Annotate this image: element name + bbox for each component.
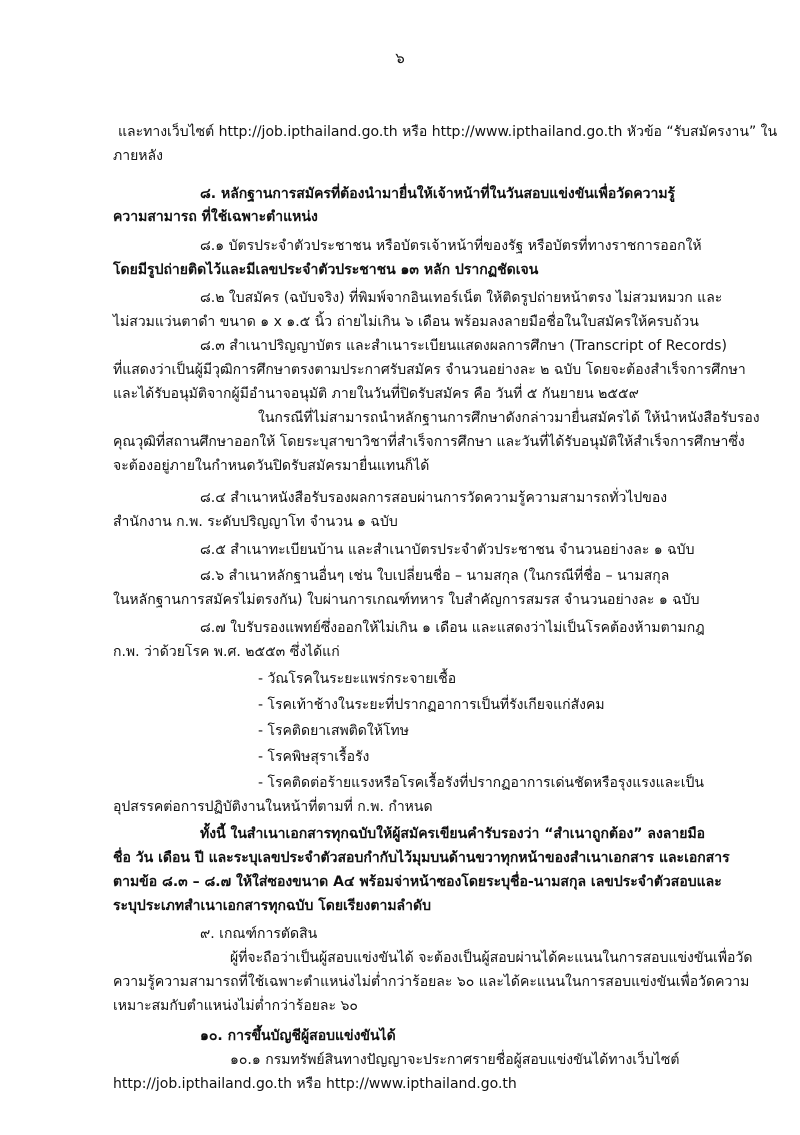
note-paragraph-cont: ระบุประเภทสำเนาเอกสารทุกฉบับ โดยเรียงตามลำดับ: [113, 898, 431, 914]
disease-list-item: - โรคเท้าช้างในระยะที่ปรากฏอาการเป็นที่รังเกียจแก่สังคม: [258, 697, 605, 713]
note-paragraph-cont: ชื่อ วัน เดือน ปี และระบุเลขประจำตัวสอบกำกับไว้มุมบนด้านขวาทุกหน้าของสำเนาเอกสาร และเอกสาร: [113, 850, 730, 866]
criteria-paragraph: ผู้ที่จะถือว่าเป็นผู้สอบแข่งขันได้ จะต้องเป็นผู้สอบผ่านได้คะแนนในการสอบแข่งขันเพื่อวัด: [230, 950, 753, 966]
text-line: ภายหลัง: [113, 148, 163, 164]
item-8-2-cont: ไม่สวมแว่นตาดำ ขนาด ๑ x ๑.๕ นิ้ว ถ่ายไม่เกิน ๖ เดือน พร้อมลงลายมือชื่อในใบสมัครให้ครบถ้วน: [113, 314, 699, 330]
item-8-3-note-cont: จะต้องอยู่ภายในกำหนดวันปิดรับสมัครมายื่นแทนก็ได้: [113, 458, 430, 474]
item-10-1: ๑๐.๑ กรมทรัพย์สินทางปัญญาจะประกาศรายชื่อผู้สอบแข่งขันได้ทางเว็บไซต์: [230, 1052, 680, 1068]
section-heading-10: ๑๐. การขึ้นบัญชีผู้สอบแข่งขันได้: [200, 1028, 396, 1044]
item-8-6-cont: ในหลักฐานการสมัครไม่ตรงกัน) ใบผ่านการเกณฑ์ทหาร ใบสำคัญการสมรส จำนวนอย่างละ ๑ ฉบับ: [113, 592, 700, 608]
item-8-2: ๘.๒ ใบสมัคร (ฉบับจริง) ที่พิมพ์จากอินเทอร์เน็ต ให้ติดรูปถ่ายหน้าตรง ไม่สวมหมวก และ: [200, 290, 723, 306]
item-8-3-cont: ที่แสดงว่าเป็นผู้มีวุฒิการศึกษาตรงตามประกาศรับสมัคร จำนวนอย่างละ ๒ ฉบับ โดยจะต้องสำเร็จการศึกษา: [113, 362, 746, 378]
disease-list-item: - โรคติดต่อร้ายแรงหรือโรคเรื้อรังที่ปรากฏอาการเด่นชัดหรือรุงแรงและเป็น: [258, 775, 704, 791]
note-paragraph: ทั้งนี้ ในสำเนาเอกสารทุกฉบับให้ผู้สมัครเขียนคำรับรองว่า “สำเนาถูกต้อง” ลงลายมือ: [200, 826, 706, 842]
item-8-1-cont: โดยมีรูปถ่ายติดไว้และมีเลขประจำตัวประชาชน ๑๓ หลัก ปรากฏชัดเจน: [113, 262, 539, 278]
item-8-3-note: ในกรณีที่ไม่สามารถนำหลักฐานการศึกษาดังกล่าวมายื่นสมัครได้ ให้นำหนังสือรับรอง: [258, 410, 760, 426]
item-8-3-cont: และได้รับอนุมัติจากผู้มีอำนาจอนุมัติ ภายในวันที่ปิดรับสมัคร คือ วันที่ ๕ กันยายน ๒๕๕๙: [113, 386, 639, 402]
criteria-paragraph-cont: เหมาะสมกับตำแหน่งไม่ต่ำกว่าร้อยละ ๖๐: [113, 998, 358, 1014]
item-8-4: ๘.๔ สำเนาหนังสือรับรองผลการสอบผ่านการวัดความรู้ความสามารถทั่วไปของ: [200, 490, 668, 506]
item-8-4-cont: สำนักงาน ก.พ. ระดับปริญญาโท จำนวน ๑ ฉบับ: [113, 514, 398, 530]
item-8-3-note-cont: คุณวุฒิที่สถานศึกษาออกให้ โดยระบุสาขาวิชาที่สำเร็จการศึกษา และวันที่ได้รับอนุมัติให้สำเร็จการศึกษาซึ่ง: [113, 434, 745, 450]
item-8-3: ๘.๓ สำเนาปริญญาบัตร และสำเนาระเบียนแสดงผลการศึกษา (Transcript of Records): [200, 338, 727, 354]
text-line: และทางเว็บไซต์ http://job.ipthailand.go.th หรือ http://www.ipthailand.go.th หัวข้อ “รับสมัครงาน” ใน: [118, 124, 778, 140]
section-heading-9: ๙. เกณฑ์การตัดสิน: [200, 926, 318, 942]
disease-list-item: - โรคพิษสุราเรื้อรัง: [258, 749, 370, 765]
section-heading-8: ๘. หลักฐานการสมัครที่ต้องนำมายื่นให้เจ้าหน้าที่ในวันสอบแข่งขันเพื่อวัดความรู้: [200, 186, 676, 202]
item-8-7: ๘.๗ ใบรับรองแพทย์ซึ่งออกให้ไม่เกิน ๑ เดือน และแสดงว่าไม่เป็นโรคต้องห้ามตามกฎ: [200, 620, 705, 636]
note-paragraph-cont: ตามข้อ ๘.๓ – ๘.๗ ให้ใส่ซองขนาด A๔ พร้อมจ่าหน้าซองโดยระบุชื่อ-นามสกุล เลขประจำตัวสอบและ: [113, 874, 722, 890]
criteria-paragraph-cont: ความรู้ความสามารถที่ใช้เฉพาะตำแหน่งไม่ต่ำกว่าร้อยละ ๖๐ และได้คะแนนในการสอบแข่งขันเพื่อวัดความ: [113, 974, 750, 990]
item-8-5: ๘.๕ สำเนาทะเบียนบ้าน และสำเนาบัตรประจำตัวประชาชน จำนวนอย่างละ ๑ ฉบับ: [200, 542, 695, 558]
item-8-6: ๘.๖ สำเนาหลักฐานอื่นๆ เช่น ใบเปลี่ยนชื่อ – นามสกุล (ในกรณีที่ชื่อ – นามสกุล: [200, 568, 670, 584]
item-8-1: ๘.๑ บัตรประจำตัวประชาชน หรือบัตรเจ้าหน้าที่ของรัฐ หรือบัตรที่ทางราชการออกให้: [200, 238, 702, 254]
section-heading-8-cont: ความสามารถ ที่ใช้เฉพาะตำแหน่ง: [113, 209, 318, 225]
item-10-1-cont: http://job.ipthailand.go.th หรือ http://www.ipthailand.go.th: [113, 1076, 517, 1092]
page-number: ๖: [395, 49, 405, 67]
item-8-7-cont: ก.พ. ว่าด้วยโรค พ.ศ. ๒๕๕๓ ซึ่งได้แก่: [113, 644, 340, 660]
disease-list-item-cont: อุปสรรคต่อการปฏิบัติงานในหน้าที่ตามที่ ก.พ. กำหนด: [113, 799, 433, 815]
disease-list-item: - วัณโรคในระยะแพร่กระจายเชื้อ: [258, 671, 457, 687]
disease-list-item: - โรคติดยาเสพติดให้โทษ: [258, 723, 409, 739]
